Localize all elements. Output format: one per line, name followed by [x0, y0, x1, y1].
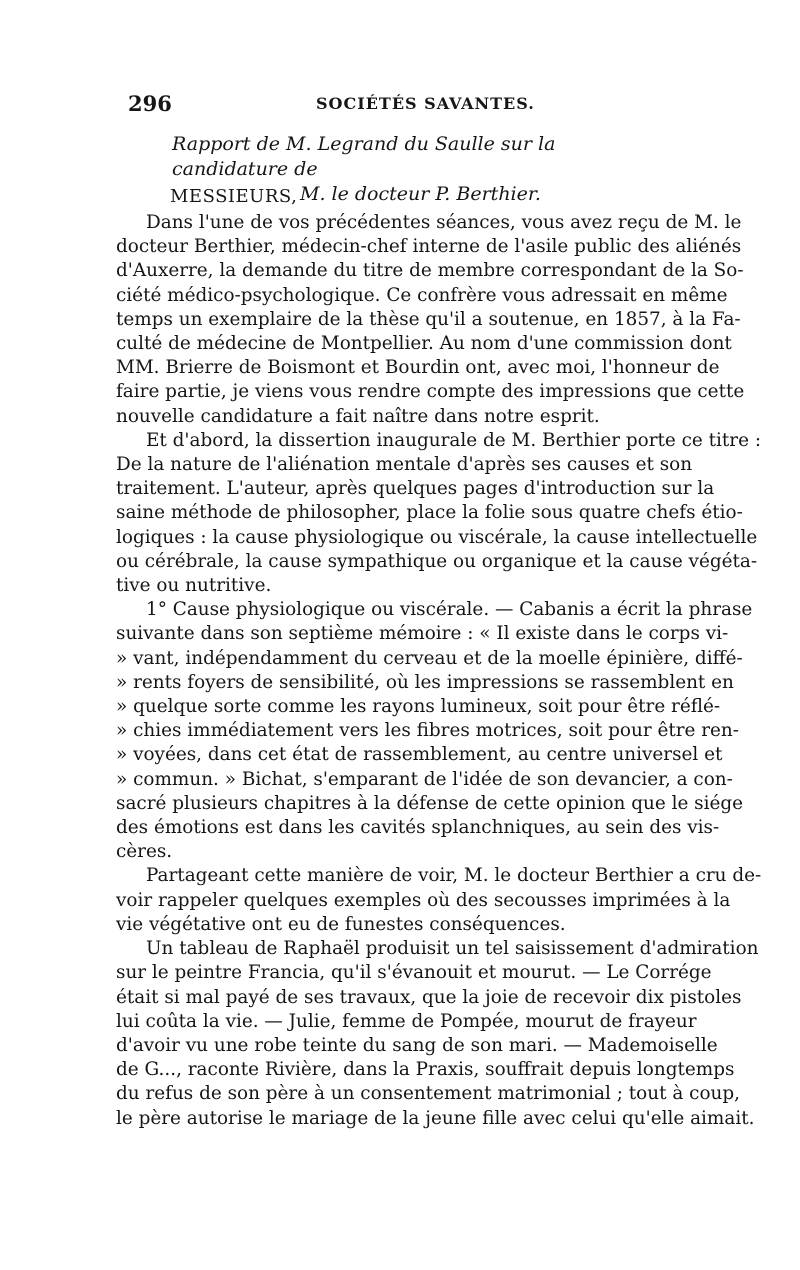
body-text	[116, 211, 762, 1131]
text-line: d'avoir vu une robe teinte du sang de son mari. — Mademoiselle	[116, 1034, 718, 1056]
page-number: 296	[128, 91, 172, 116]
text-line: temps un exemplaire de la thèse qu'il a soutenue, en 1857, à la Fa-	[116, 308, 741, 330]
text-line: » vant, indépendamment du cerveau et de la moelle épinière, diffé-	[116, 647, 743, 669]
text-line: culté de médecine de Montpellier. Au nom d'une commission dont	[116, 333, 732, 355]
page-header	[128, 91, 688, 121]
text-line: vie végétative ont eu de funestes conséquences.	[116, 913, 566, 935]
text-line: saine méthode de philosopher, place la folie sous quatre chefs étio-	[116, 502, 743, 524]
text-line: lui coûta la vie. — Julie, femme de Pompée, mourut de frayeur	[116, 1010, 697, 1032]
text-line: sur le peintre Francia, qu'il s'évanouit et mourut. — Le Corrége	[116, 962, 712, 984]
text-line: ou cérébrale, la cause sympathique ou organique et la cause végéta-	[116, 550, 758, 572]
text-line: suivante dans son septième mémoire : « Il existe dans le corps vi-	[116, 623, 729, 645]
text-line: MM. Brierre de Boismont et Bourdin ont, avec moi, l'honneur de	[116, 357, 720, 379]
text-line: était si mal payé de ses travaux, que la joie de recevoir dix pistoles	[116, 986, 742, 1008]
text-line: » quelque sorte comme les rayons lumineux, soit pour être réflé-	[116, 696, 721, 718]
text-line: 1° Cause physiologique ou viscérale. — Cabanis a écrit la phrase	[146, 599, 753, 621]
text-line: » rents foyers de sensibilité, où les impressions se rassemblent en	[116, 671, 734, 693]
text-line: Un tableau de Raphaël produisit un tel saisissement d'admiration	[146, 938, 759, 960]
text-line: le père autorise le mariage de la jeune fille avec celui qu'elle aimait.	[116, 1107, 755, 1129]
text-line: Dans l'une de vos précédentes séances, vous avez reçu de M. le	[146, 212, 742, 233]
text-line: logiques : la cause physiologique ou viscérale, la cause intellectuelle	[116, 526, 758, 548]
text-line: faire partie, je viens vous rendre compte des impressions que cette	[116, 381, 745, 403]
text-line: » commun. » Bichat, s'emparant de l'idée de son devancier, a con-	[116, 768, 733, 790]
text-line: De la nature de l'aliénation mentale d'après ses causes et son	[116, 454, 693, 476]
text-line: sacré plusieurs chapitres à la défense de cette opinion que le siége	[116, 792, 744, 814]
text-line: d'Auxerre, la demande du titre de membre correspondant de la So-	[116, 260, 744, 282]
text-line: Et d'abord, la dissertion inaugurale de M. Berthier porte ce titre :	[146, 429, 762, 451]
title-line-2: M. le docteur P. Berthier.	[300, 183, 541, 205]
running-head: SOCIÉTÉS SAVANTES.	[316, 94, 535, 113]
text-line: traitement. L'auteur, après quelques pages d'introduction sur la	[116, 478, 715, 500]
text-line: cères.	[116, 841, 173, 863]
salutation: MESSIEURS,	[170, 186, 298, 207]
text-line: docteur Berthier, médecin-chef interne de l'asile public des aliénés	[116, 236, 742, 258]
text-line: ciété médico-psychologique. Ce confrère vous adressait en même	[116, 284, 728, 306]
text-line: du refus de son père à un consentement matrimonial ; tout à coup,	[116, 1083, 740, 1105]
text-line: Partageant cette manière de voir, M. le docteur Berthier a cru de-	[146, 865, 762, 887]
text-line: » chies immédiatement vers les fibres motrices, soit pour être ren-	[116, 720, 739, 742]
text-line: voir rappeler quelques exemples où des secousses imprimées à la	[116, 889, 731, 911]
text-line: tive ou nutritive.	[116, 575, 272, 597]
text-line: » voyées, dans cet état de rassemblement, au centre universel et	[116, 744, 723, 766]
text-line: de G..., raconte Rivière, dans la Praxis, souffrait depuis longtemps	[116, 1059, 735, 1081]
text-line: nouvelle candidature a fait naître dans notre esprit.	[116, 405, 600, 427]
text-line: des émotions est dans les cavités splanchniques, au sein des vis-	[116, 817, 720, 839]
title-line-1: Rapport de M. Legrand du Saulle sur la candidature de	[172, 133, 556, 180]
